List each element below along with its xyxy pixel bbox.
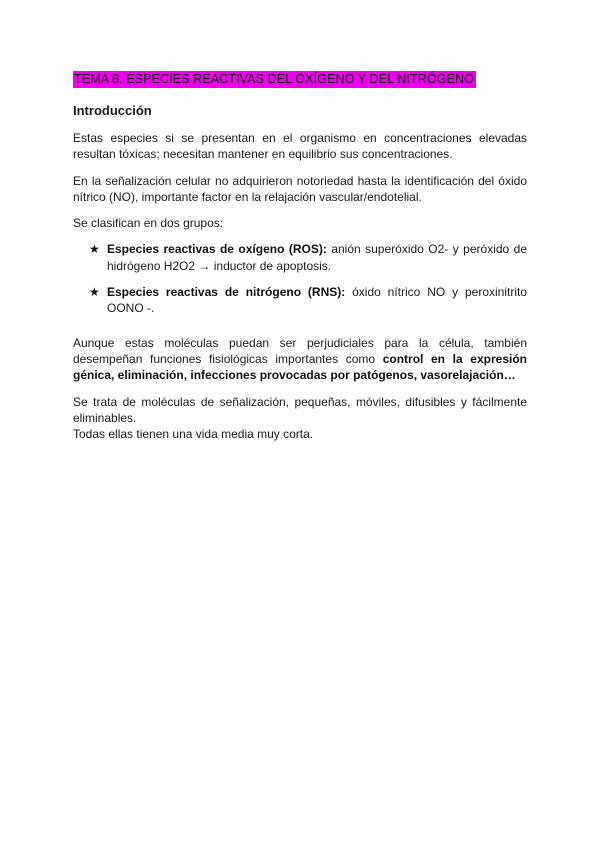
paragraph-functions-text: Aunque estas moléculas puedan ser perjudiciales para la célula, también desempeñan funciones fisiológicas importantes como (73, 335, 527, 366)
group-text-ros: anión superóxido O2- y peróxido de hidrógeno H2O2 → inductor de apoptosis. (107, 242, 528, 273)
star-bullet-icon: ★ (89, 285, 100, 300)
list-item-rns (73, 284, 527, 317)
paragraph-functions (73, 335, 527, 384)
group-label-ros: Especies reactivas de oxígeno (ROS): (107, 242, 327, 257)
star-bullet-icon: ★ (89, 242, 100, 257)
paragraph-half-life: Todas ellas tienen una vida media muy corta. (73, 427, 314, 442)
group-text-rns: óxido nítrico NO y peroxinitrito OONO -. (107, 285, 527, 316)
paragraph-molecules: Se trata de moléculas de señalización, pequeñas, móviles, difusibles y fácilmente eliminables. (73, 394, 527, 425)
list-item-ros (73, 241, 527, 274)
section-heading: Introducción (73, 103, 152, 118)
document-title: TEMA 8. ESPECIES REACTIVAS DEL OXÍGENO Y DEL NITRÓGENO (74, 72, 474, 86)
groups-list (73, 241, 527, 316)
paragraph-classification: Se clasifican en dos grupos: (73, 216, 224, 231)
paragraph-signaling: En la señalización celular no adquirieron notoriedad hasta la identificación del óxido nítrico (NO), importante factor en la relajación vascular/endotelial. (73, 173, 527, 204)
document-page (73, 70, 527, 442)
paragraph-functions-bold: control en la expresión génica, eliminación, infecciones provocadas por patógenos, vasorelajación… (73, 351, 527, 383)
paragraph-toxicity: Estas especies si se presentan en el organismo en concentraciones elevadas resultan tóxicas; necesitan mantener en equilibrio sus concentraciones. (73, 131, 527, 162)
group-label-rns: Especies reactivas de nitrógeno (RNS): (107, 285, 346, 300)
